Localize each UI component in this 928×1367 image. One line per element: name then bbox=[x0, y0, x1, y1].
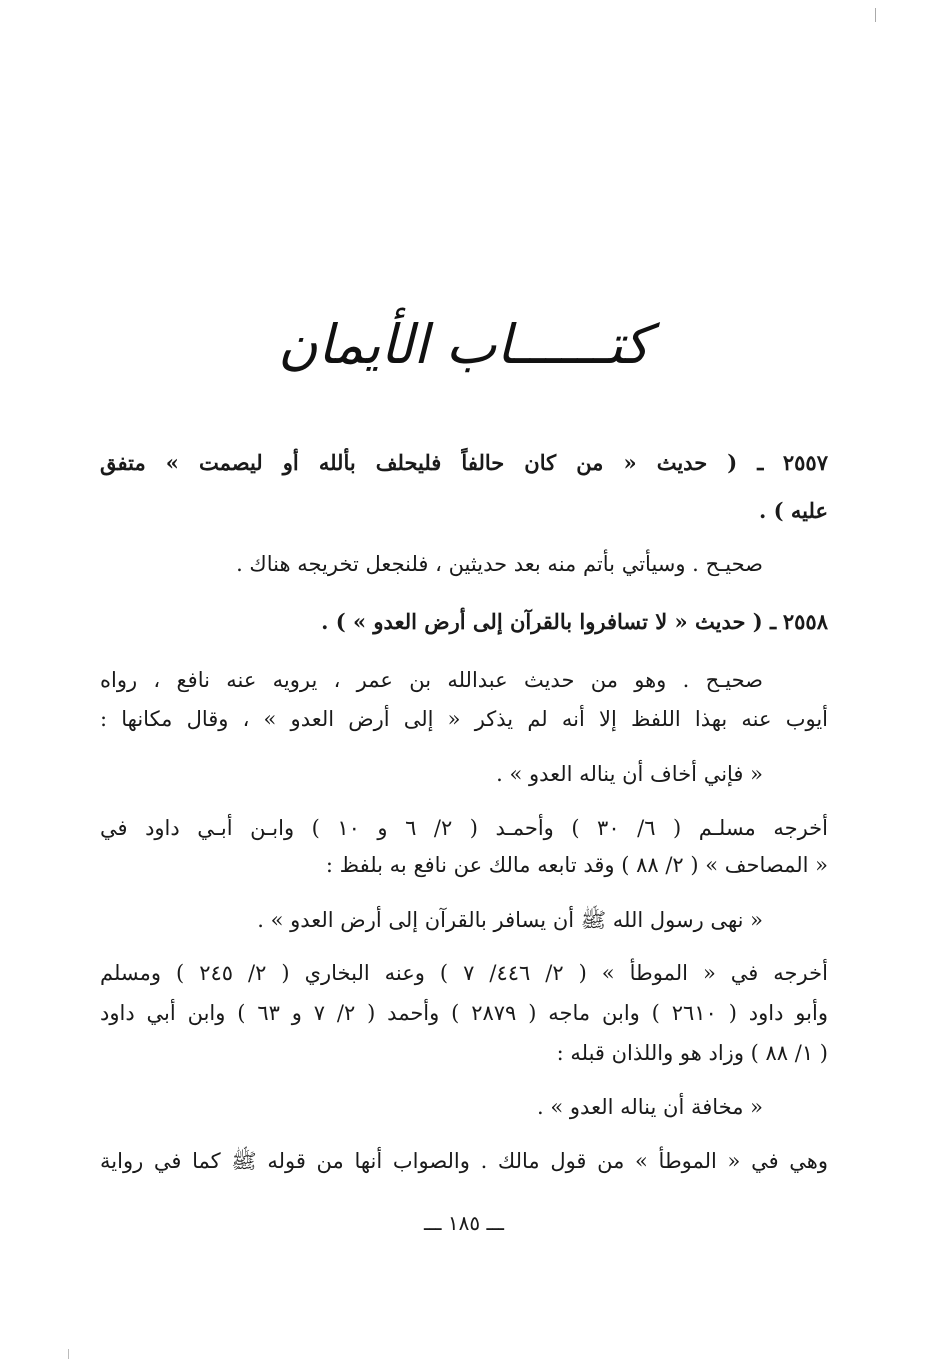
page-number: ـــ ١٨٥ ـــ bbox=[423, 1211, 505, 1235]
hadith-number: ٢٥٥٨ bbox=[782, 609, 828, 634]
grading-text: . وسيأتي بأتم منه بعد حديثين ، فلنجعل تخريجه هناك . bbox=[236, 552, 699, 576]
hadith-2557-line-2 bbox=[100, 494, 828, 528]
scan-mark bbox=[68, 1349, 69, 1359]
hadith-text: ـ ( حديث « لا تسافروا بالقرآن إلى أرض العدو » ) . bbox=[321, 609, 777, 634]
grading-paragraph-2-line-2 bbox=[100, 702, 828, 736]
takhrij-paragraph-2-line-2: وأبو داود ( ٢٦١٠ ) وابن ماجه ( ٢٨٧٩ ) وأحمد ( ٢/ ٧ و ٦٣ ) وابن أبي داود bbox=[100, 1001, 828, 1025]
hadith-text: عليه ) . bbox=[759, 498, 828, 523]
takhrij-paragraph-2-line-3: ( ١/ ٨٨ ) وزاد هو واللذان قبله : bbox=[556, 1041, 828, 1065]
takhrij-paragraph-2-line-1: أخرجه في « الموطأ » ( ٢/ ٤٤٦/ ٧ ) وعنه البخاري ( ٢/ ٢٤٥ ) ومسلم bbox=[100, 961, 828, 985]
quote-1: « فإني أخاف أن يناله العدو » . bbox=[496, 762, 763, 786]
grading-text: . وهو من حديث عبدالله بن عمر ، يرويه عنه نافع ، رواه bbox=[100, 668, 690, 692]
hadith-text: ـ ( حديث « من كان حالفاً فليحلف بألله أو ليصمت » متفق bbox=[100, 450, 764, 475]
grading-label: صحيـح bbox=[705, 668, 763, 692]
quote-2: « نهى رسول الله ﷺ أن يسافر بالقرآن إلى أرض العدو » . bbox=[257, 908, 763, 932]
hadith-number: ٢٥٥٧ bbox=[782, 450, 828, 475]
grading-paragraph-1 bbox=[100, 547, 763, 581]
note-paragraph-line-1: وهي في « الموطأ » من قول مالك . والصواب أنها من قوله ﷺ كما في رواية bbox=[100, 1149, 828, 1173]
chapter-title: كتــــــاب الأيمان bbox=[278, 313, 650, 376]
scan-mark bbox=[875, 8, 876, 22]
quote-3: « مخافة أن يناله العدو » . bbox=[537, 1095, 763, 1119]
takhrij-paragraph-1-line-2: « المصاحف » ( ٢/ ٨٨ ) وقد تابعه مالك عن نافع به بلفظ : bbox=[325, 853, 828, 877]
grading-label: صحيـح bbox=[705, 552, 763, 576]
grading-text: أيوب عنه بهذا اللفظ إلا أنه لم يذكر « إلى أرض العدو » ، وقال مكانها : bbox=[100, 707, 828, 731]
grading-paragraph-2-line-1 bbox=[100, 663, 763, 697]
hadith-2558-line-1 bbox=[100, 605, 828, 639]
hadith-2557-line-1 bbox=[100, 446, 828, 480]
takhrij-paragraph-1-line-1: أخرجه مسلـم ( ٦/ ٣٠ ) وأحمـد ( ٢/ ٦ و ١٠ ) وابـن أبـي داود في bbox=[100, 816, 828, 840]
